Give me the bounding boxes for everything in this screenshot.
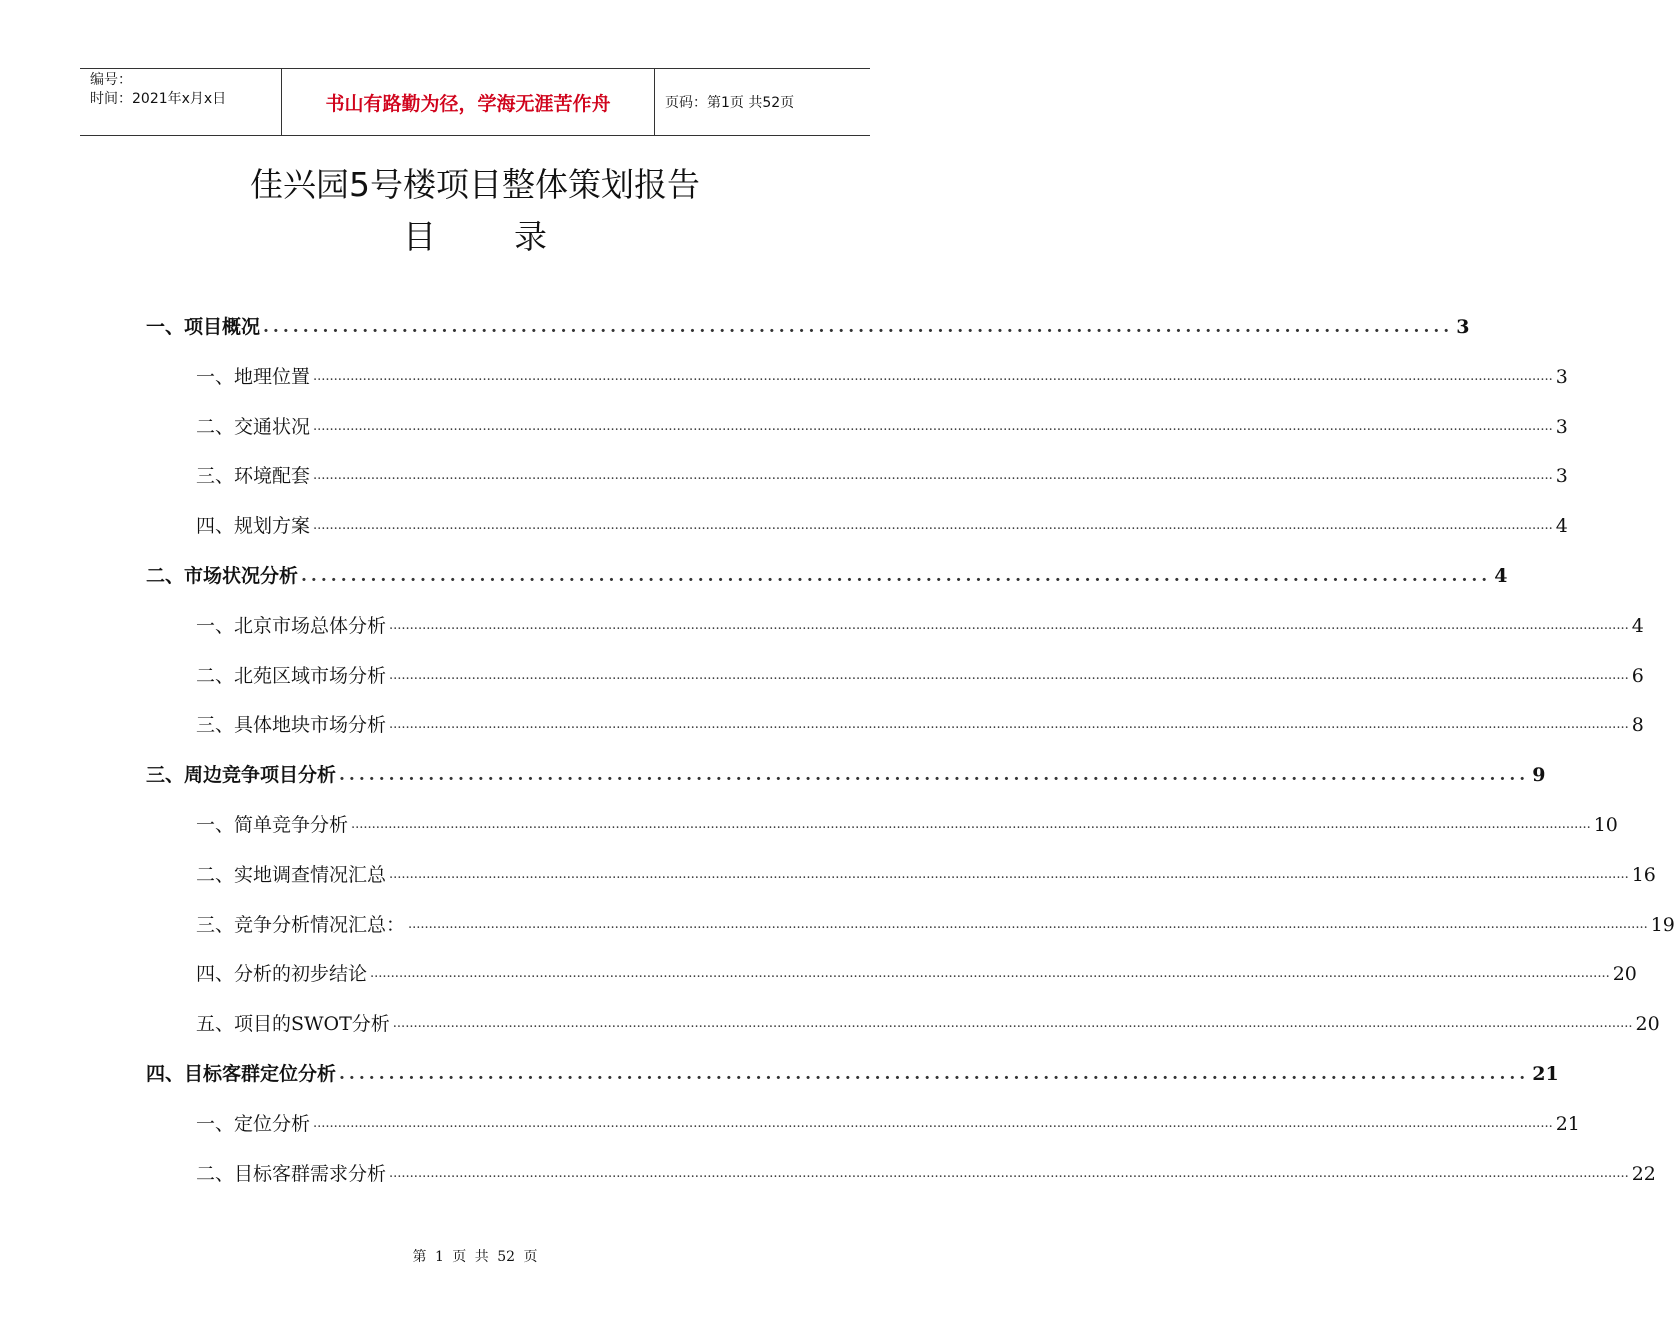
toc-subsection[interactable] (196, 659, 1644, 689)
toc-leader-dots: ............................................................................................................................................................................................................................................................................................................ (389, 668, 1629, 683)
toc-entry-title: 三、竞争分析情况汇总： (196, 914, 406, 936)
toc-entry-page: 21 (1555, 1113, 1580, 1135)
toc-leader-dots: ............................................................................................................................................................................................................................................................................................................ (313, 369, 1553, 384)
toc-subsection[interactable] (196, 459, 1568, 489)
number-label: 编号： (90, 72, 132, 88)
toc-subsection[interactable] (196, 509, 1568, 539)
toc-entry-page: 21 (1532, 1063, 1559, 1085)
toc-section[interactable] (146, 559, 1508, 589)
toc-entry-page: 6 (1631, 665, 1644, 687)
toc-entry-title: 二、交通状况 (196, 416, 311, 438)
toc-leader-dots: ............................................................................................................................................................................................................................................................................................................ (313, 468, 1553, 483)
toc-entry-title: 二、北苑区域市场分析 (196, 665, 387, 687)
toc-entry-title: 二、目标客群需求分析 (196, 1163, 387, 1185)
toc-entry-title: 四、分析的初步结论 (196, 963, 368, 985)
toc-subsection[interactable] (196, 1107, 1580, 1137)
toc-entry-title: 五、项目的SWOT分析 (196, 1013, 390, 1035)
toc-entry-page: 22 (1631, 1163, 1656, 1185)
toc-entry-title: 一、简单竞争分析 (196, 814, 349, 836)
toc-leader-dots: ............................................................................................................................................................................................................................................................................................................ (370, 966, 1610, 981)
header-meta (80, 69, 281, 135)
page-header (80, 68, 870, 136)
toc-section[interactable] (146, 758, 1546, 788)
toc-entry-title: 一、地理位置 (196, 366, 311, 388)
toc-section[interactable] (146, 1057, 1559, 1087)
toc-leader-dots: ............................................................................................................................................................................................................................................................................................................ (389, 618, 1629, 633)
toc-entry-page: 8 (1631, 714, 1644, 736)
document-title: 佳兴园5号楼项目整体策划报告 (250, 165, 700, 204)
toc-leader-dots: ........................................................................................................................ (263, 317, 1454, 337)
toc-subsection[interactable] (196, 1007, 1660, 1037)
toc-entry-page: 9 (1532, 764, 1546, 786)
toc-entry-page: 3 (1555, 465, 1568, 487)
toc-leader-dots: ........................................................................................................................ (301, 566, 1492, 586)
toc-subsection[interactable] (196, 808, 1618, 838)
toc-entry-page: 19 (1650, 914, 1675, 936)
toc-entry-title: 二、市场状况分析 (146, 565, 299, 587)
toc-entry-page: 4 (1555, 515, 1568, 537)
toc-section[interactable] (146, 310, 1470, 340)
toc-entry-page: 3 (1456, 316, 1470, 338)
toc-subsection[interactable] (196, 957, 1637, 987)
toc-leader-dots: ............................................................................................................................................................................................................................................................................................................ (313, 419, 1553, 434)
toc-entry-title: 三、环境配套 (196, 465, 311, 487)
toc-entry-title: 四、规划方案 (196, 515, 311, 537)
toc-entry-page: 20 (1635, 1013, 1660, 1035)
toc-entry-page: 10 (1593, 814, 1618, 836)
toc-subsection[interactable] (196, 609, 1644, 639)
toc-leader-dots: ............................................................................................................................................................................................................................................................................................................ (392, 1016, 1633, 1031)
toc-subsection[interactable] (196, 360, 1568, 390)
toc-leader-dots: ............................................................................................................................................................................................................................................................................................................ (408, 917, 1648, 932)
toc-leader-dots: ............................................................................................................................................................................................................................................................................................................ (389, 867, 1629, 882)
toc-entry-page: 4 (1631, 615, 1644, 637)
toc-entry-title: 一、项目概况 (146, 316, 261, 338)
toc-leader-dots: ........................................................................................................................ (339, 765, 1530, 785)
time-label: 时间：2021年x月x日 (90, 91, 227, 107)
toc-leader-dots: ............................................................................................................................................................................................................................................................................................................ (351, 817, 1591, 832)
toc-leader-dots: ............................................................................................................................................................................................................................................................................................................ (389, 717, 1629, 732)
toc-leader-dots: ............................................................................................................................................................................................................................................................................................................ (389, 1166, 1629, 1181)
toc-entry-title: 四、目标客群定位分析 (146, 1063, 337, 1085)
header-motto: 书山有路勤为径，学海无涯苦作舟 (281, 69, 655, 135)
toc-entry-page: 16 (1631, 864, 1656, 886)
toc-entry-title: 一、北京市场总体分析 (196, 615, 387, 637)
toc-entry-page: 3 (1555, 366, 1568, 388)
toc-subsection[interactable] (196, 410, 1568, 440)
toc-entry-title: 一、定位分析 (196, 1113, 311, 1135)
toc-leader-dots: ........................................................................................................................ (339, 1064, 1530, 1084)
toc-entry-title: 三、周边竞争项目分析 (146, 764, 337, 786)
toc-heading: 目录 (403, 217, 625, 256)
toc-entry-title: 三、具体地块市场分析 (196, 714, 387, 736)
toc-entry-title: 二、实地调查情况汇总 (196, 864, 387, 886)
header-page-info: 页码：第1页 共52页 (665, 95, 795, 111)
toc-subsection[interactable] (196, 1157, 1656, 1187)
toc-entry-page: 20 (1612, 963, 1637, 985)
toc-entry-page: 3 (1555, 416, 1568, 438)
toc-subsection[interactable] (196, 908, 1675, 938)
toc-leader-dots: ............................................................................................................................................................................................................................................................................................................ (313, 1116, 1553, 1131)
toc-entry-page: 4 (1494, 565, 1508, 587)
toc-subsection[interactable] (196, 858, 1656, 888)
page-footer: 第 1 页 共 52 页 (412, 1249, 538, 1265)
toc-leader-dots: ............................................................................................................................................................................................................................................................................................................ (313, 518, 1553, 533)
toc-subsection[interactable] (196, 708, 1644, 738)
